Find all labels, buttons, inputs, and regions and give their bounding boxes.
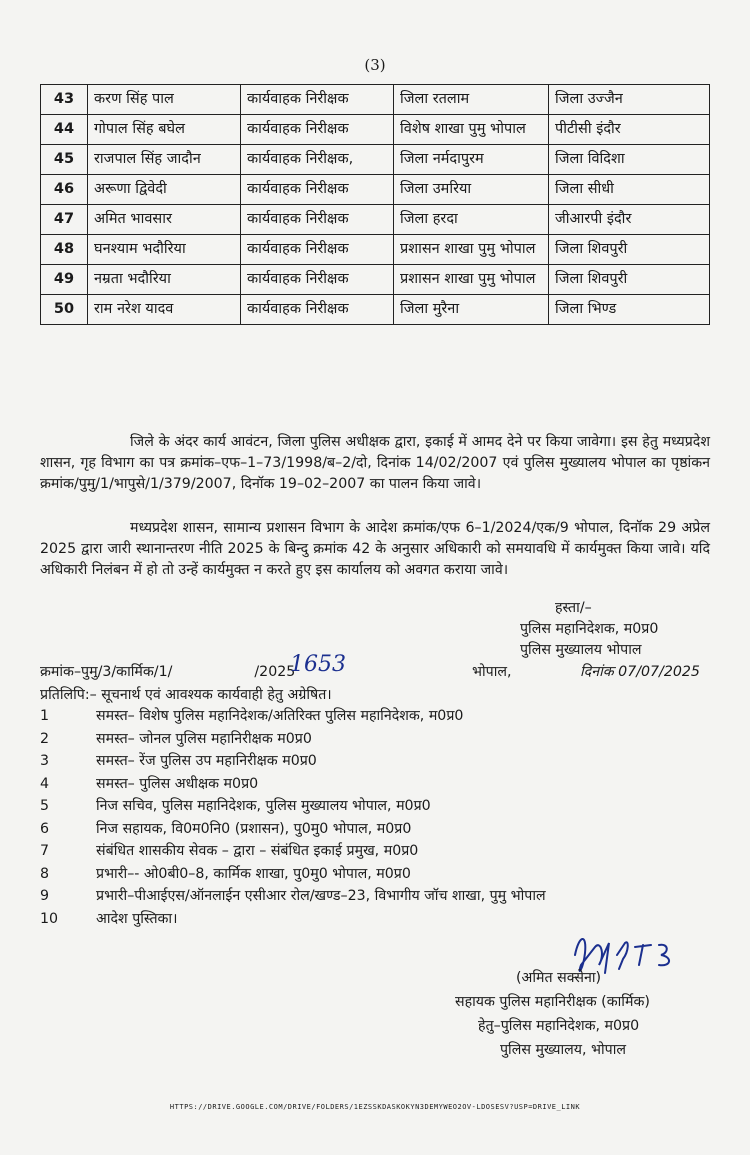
table-row (41, 85, 710, 115)
handwritten-order-number: 1653 (290, 652, 346, 677)
from-posting-cell: जिला उमरिया (394, 175, 549, 205)
row-number: 46 (41, 175, 88, 205)
officer-name-cell: अमित भावसार (88, 205, 241, 235)
list-item-number: 9 (40, 888, 50, 904)
officer-name: (अमित सक्सेना) (516, 970, 602, 986)
signed-office: पुलिस मुख्यालय भोपाल (520, 642, 642, 658)
list-item (40, 818, 546, 841)
paragraph-relieving: मध्यप्रदेश शासन, सामान्य प्रशासन विभाग के आदेश क्रमांक/एफ 6–1/2024/एक/9 भोपाल, दिनॉक 29 अप्रेल 2025 द्वारा जारी स्थानान्तरण नीति 2025 के बिन्दु क्रमांक 42 के अनुसार अधिकारी को समयावधि में कार्यमुक्त किया जावे। यदि अधिकारी निलंबन में हो तो उन्हें कार्यमुक्त न करते हुए इस कार्यालय को अवगत कराया जावे। (40, 520, 710, 578)
list-item-text: आदेश पुस्तिका। (96, 910, 178, 927)
officer-title: सहायक पुलिस महानिरीक्षक (कार्मिक) (455, 994, 650, 1010)
list-item-number: 4 (40, 775, 50, 792)
designation-cell: कार्यवाहक निरीक्षक, (241, 145, 394, 175)
from-posting-cell: जिला हरदा (394, 205, 549, 235)
officer-name-cell: राजपाल सिंह जादौन (88, 145, 241, 175)
signed-designation: पुलिस महानिदेशक, म0प्र0 (520, 621, 659, 637)
designation-cell: कार्यवाहक निरीक्षक (241, 205, 394, 235)
officer-name-cell: करण सिंह पाल (88, 85, 241, 115)
officer-for: हेतु–पुलिस महानिदेशक, म0प्र0 (478, 1018, 640, 1034)
to-posting-cell: जिला शिवपुरी (549, 265, 710, 295)
list-item-number: 6 (40, 820, 50, 837)
row-number: 43 (41, 85, 88, 115)
list-item-text: समस्त– पुलिस अधीक्षक म0प्र0 (96, 775, 259, 792)
order-place: भोपाल, (472, 664, 512, 680)
list-item (40, 795, 546, 818)
from-posting-cell: जिला नर्मदापुरम (394, 145, 549, 175)
row-number: 49 (41, 265, 88, 295)
list-item-number: 10 (40, 910, 59, 927)
order-reference (40, 652, 710, 681)
to-posting-cell: जिला सीधी (549, 175, 710, 205)
list-item-text: निज सहायक, वि0म0नि0 (प्रशासन), पु0मु0 भोपाल, म0प्र0 (96, 820, 412, 837)
table-row (41, 265, 710, 295)
transfer-table (40, 84, 710, 325)
list-item-text: संबंधित शासकीय सेवक – द्वारा – संबंधित इकाई प्रमुख, म0प्र0 (96, 843, 419, 859)
from-posting-cell: जिला रतलाम (394, 85, 549, 115)
list-item-text: समस्त– विशेष पुलिस महानिदेशक/अतिरिक्त पुलिस महानिदेशक, म0प्र0 (96, 708, 464, 724)
list-item (40, 705, 546, 728)
list-item (40, 908, 546, 931)
row-number: 47 (41, 205, 88, 235)
from-posting-cell: प्रशासन शाखा पुमु भोपाल (394, 235, 549, 265)
from-posting-cell: विशेष शाखा पुमु भोपाल (394, 115, 549, 145)
list-item (40, 750, 546, 773)
to-posting-cell: जिला उज्जैन (549, 85, 710, 115)
order-date: दिनांक 07/07/2025 (580, 664, 700, 680)
designation-cell: कार्यवाहक निरीक्षक (241, 175, 394, 205)
order-ref-suffix: /2025 (254, 664, 296, 680)
designation-cell: कार्यवाहक निरीक्षक (241, 235, 394, 265)
list-item (40, 773, 546, 796)
list-item (40, 863, 546, 886)
row-number: 48 (41, 235, 88, 265)
row-number: 44 (41, 115, 88, 145)
list-item (40, 728, 546, 751)
officer-name-cell: राम नरेश यादव (88, 295, 241, 325)
recipient-list (40, 705, 546, 930)
table-row (41, 175, 710, 205)
list-item (40, 885, 546, 908)
designation-cell: कार्यवाहक निरीक्षक (241, 85, 394, 115)
list-item-text: समस्त– जोनल पुलिस महानिरीक्षक म0प्र0 (96, 730, 312, 747)
copy-intro: प्रतिलिपि:– सूचनार्थ एवं आवश्यक कार्यवाही हेतु अग्रेषित। (40, 687, 332, 703)
list-item-text: प्रभारी–पीआईएस/ऑनलाईन एसीआर रोल/खण्ड–23, विभागीय जॉच शाखा, पुमु भोपाल (96, 888, 546, 904)
page-number: (3) (364, 56, 386, 74)
officer-name-cell: अरूणा द्विवेदी (88, 175, 241, 205)
to-posting-cell: जिला भिण्ड (549, 295, 710, 325)
table-row (41, 295, 710, 325)
list-item-number: 1 (40, 708, 50, 724)
officer-name-cell: नम्रता भदौरिया (88, 265, 241, 295)
to-posting-cell: जिला विदिशा (549, 145, 710, 175)
row-number: 45 (41, 145, 88, 175)
designation-cell: कार्यवाहक निरीक्षक (241, 265, 394, 295)
designation-cell: कार्यवाहक निरीक्षक (241, 115, 394, 145)
table-row (41, 235, 710, 265)
footer-link: HTTPS://DRIVE.GOOGLE.COM/DRIVE/FOLDERS/1EZSSKDASKOKYN3DEMYWEO2OV-LDOSESV?USP=DRIVE_LINK (169, 1103, 581, 1111)
list-item-number: 5 (40, 798, 50, 814)
list-item-text: समस्त– रेंज पुलिस उप महानिरीक्षक म0प्र0 (96, 753, 317, 769)
officer-office: पुलिस मुख्यालय, भोपाल (500, 1042, 627, 1058)
table-row (41, 205, 710, 235)
to-posting-cell: पीटीसी इंदौर (549, 115, 710, 145)
from-posting-cell: प्रशासन शाखा पुमु भोपाल (394, 265, 549, 295)
order-ref-prefix: क्रमांक–पुमु/3/कार्मिक/1/ (40, 664, 173, 680)
row-number: 50 (41, 295, 88, 325)
designation-cell: कार्यवाहक निरीक्षक (241, 295, 394, 325)
to-posting-cell: जीआरपी इंदौर (549, 205, 710, 235)
officer-name-cell: घनश्याम भदौरिया (88, 235, 241, 265)
signed-mark: हस्ता/– (555, 600, 592, 616)
from-posting-cell: जिला मुरैना (394, 295, 549, 325)
list-item-text: प्रभारी–- ओ0बी0–8, कार्मिक शाखा, पु0मु0 भोपाल, म0प्र0 (96, 865, 411, 882)
table-row (41, 115, 710, 145)
list-item-number: 7 (40, 843, 50, 859)
table-row (41, 145, 710, 175)
list-item-text: निज सचिव, पुलिस महानिदेशक, पुलिस मुख्यालय भोपाल, म0प्र0 (96, 798, 431, 814)
list-item-number: 2 (40, 730, 50, 747)
list-item-number: 3 (40, 753, 50, 769)
list-item (40, 840, 546, 863)
officer-name-cell: गोपाल सिंह बघेल (88, 115, 241, 145)
list-item-number: 8 (40, 865, 50, 882)
paragraph-allocation: जिले के अंदर कार्य आवंटन, जिला पुलिस अधीक्षक द्वारा, इकाई में आमद देने पर किया जावेगा। इस हेतु मध्यप्रदेश शासन, गृह विभाग का पत्र क्रमांक–एफ–1–73/1998/ब–2/दो, दिनांक 14/02/2007 एवं पुलिस मुख्यालय भोपाल का पृष्ठांकन क्रमांक/पुमु/1/भापुसे/1/379/2007, दिनॉक 19–02–2007 का पालन किया जावे। (40, 434, 710, 492)
to-posting-cell: जिला शिवपुरी (549, 235, 710, 265)
